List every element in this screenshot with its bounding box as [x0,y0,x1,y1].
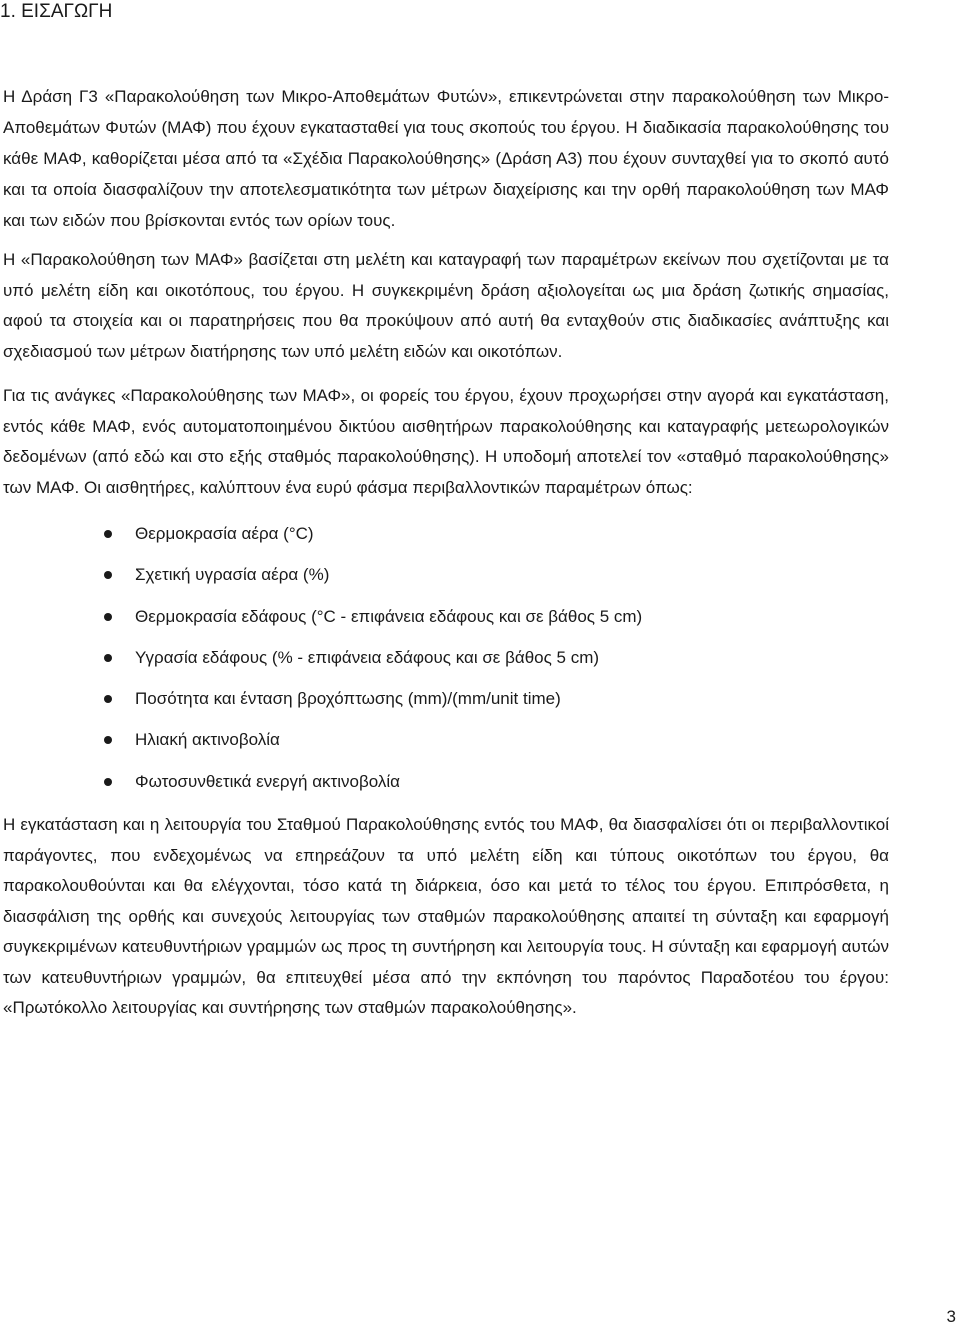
list-item [3,678,889,719]
document-body [3,81,889,1024]
list-item [3,596,889,637]
list-item [3,513,889,554]
list-item-text: Ηλιακή ακτινοβολία [135,730,280,750]
bullet-icon [104,695,112,703]
bullet-icon [104,736,112,744]
monitoring-paragraph: Η «Παρακολούθηση των ΜΑΦ» βασίζεται στη μελέτη και καταγραφή των παραμέτρων εκείνων που σχετίζονται με τα υπό μελέτη είδη και οικοτόπους, του έργου. Η συγκεκριμένη δράση αξιολογείται ως μια δράση ζωτικής σημασίας, αφού τα στοιχεία και οι παρατηρήσεις που θα προκύψουν από αυτή θα ενταχθούν στις διαδικασίες ανάπτυξης και σχεδιασμού των μέτρων διατήρησης των υπό μελέτη ειδών και οικοτόπων. [3,250,889,361]
list-item-text: Θερμοκρασία αέρα (°C) [135,524,314,543]
bullet-icon [104,778,112,786]
list-item [3,719,889,760]
bullet-icon [104,530,112,538]
list-item-text: Υγρασία εδάφους (% - επιφάνεια εδάφους και σε βάθος 5 cm) [135,647,600,667]
bullet-icon [104,654,112,662]
list-item [3,761,889,802]
bullet-icon [104,613,112,621]
sensors-paragraph: Για τις ανάγκες «Παρακολούθησης των ΜΑΦ», οι φορείς του έργου, έχουν προχωρήσει στην αγορά και εγκατάσταση, εντός κάθε ΜΑΦ, ενός αυτοματοποιημένου δικτύου αισθητήρων παρακολούθησης και καταγραφής μετεωρολογικών δεδομένων (από εδώ και στο εξής σταθμός παρακολούθησης). Η υποδομή αποτελεί τον «σταθμό παρακολούθησης» των ΜΑΦ. Οι αισθητήρες, καλύπτουν ένα ευρύ φάσμα περιβαλλοντικών παραμέτρων όπως: [3,386,889,497]
list-item-text: Θερμοκρασία εδάφους (°C - επιφάνεια εδάφους και σε βάθος 5 cm) [135,606,643,626]
section-heading: 1. ΕΙΣΑΓΩΓΗ [0,1,113,22]
list-item-text: Σχετική υγρασία αέρα (%) [135,565,330,585]
intro-paragraph: Η Δράση Γ3 «Παρακολούθηση των Μικρο-Αποθεμάτων Φυτών», επικεντρώνεται στην παρακολούθηση των Μικρο-Αποθεμάτων Φυτών (ΜΑΦ) που έχουν εγκατασταθεί για τους σκοπούς του έργου. Η διαδικασία παρακολούθησης του κάθε ΜΑΦ, καθορίζεται μέσα από τα «Σχέδια Παρακολούθησης» (Δράση Α3) που έχουν συνταχθεί για το σκοπό αυτό και τα οποία διασφαλίζουν την αποτελεσματικότητα των μέτρων διαχείρισης και την ορθή παρακολούθηση των ΜΑΦ και των ειδών που βρίσκονται εντός των ορίων τους. [3,87,889,230]
list-item [3,554,889,595]
list-item-text: Φωτοσυνθετικά ενεργή ακτινοβολία [135,771,400,791]
list-item [3,637,889,678]
parameter-list [3,513,889,802]
bullet-icon [104,571,112,579]
page-number: 3 [946,1307,956,1326]
closing-paragraph: Η εγκατάσταση και η λειτουργία του Σταθμού Παρακολούθησης εντός του ΜΑΦ, θα διασφαλίσει ότι οι περιβαλλοντικοί παράγοντες, που ενδεχομένως να επηρεάζουν τα υπό μελέτη είδη και τύπους οικοτόπων του έργου, θα παρακολουθούνται και θα ελέγχονται, τόσο κατά τη διάρκεια, όσο και μετά το τέλος του έργου. Επιπρόσθετα, η διασφάλιση της ορθής και συνεχούς λειτουργίας των σταθμών παρακολούθησης απαιτεί τη σύνταξη και εφαρμογή συγκεκριμένων κατευθυντήριων γραμμών ως προς τη συντήρηση και λειτουργία τους. Η σύνταξη και εφαρμογή αυτών των κατευθυντήριων γραμμών, θα επιτευχθεί μέσα από την εκπόνηση του παρόντος Παραδοτέου του έργου: «Πρωτόκολλο λειτουργίας και συντήρησης των σταθμών παρακολούθησης». [3,815,889,1018]
list-item-text: Ποσότητα και ένταση βροχόπτωσης (mm)/(mm/unit time) [135,689,561,709]
